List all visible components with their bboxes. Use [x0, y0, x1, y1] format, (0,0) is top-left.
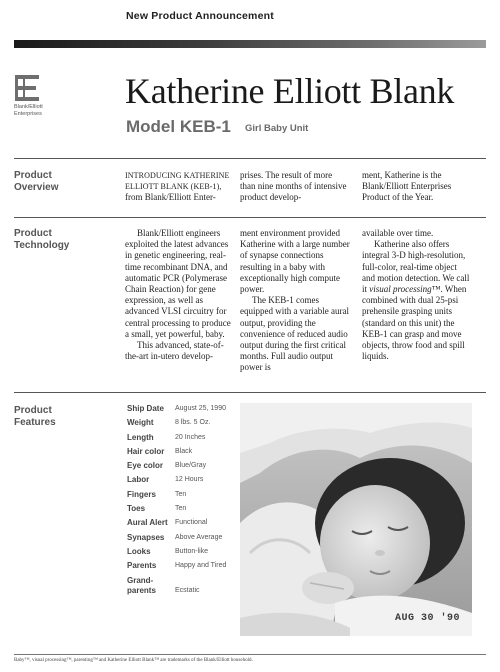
feature-spec-list [127, 402, 247, 596]
section-divider [14, 217, 486, 218]
section-heading-line: Overview [14, 182, 59, 193]
model-name: Model KEB-1 [126, 117, 231, 136]
spec-label: Weight [127, 418, 154, 428]
section-heading-technology [14, 228, 69, 252]
section-heading-line: Technology [14, 240, 70, 251]
technology-paragraph: This advanced, state-of-the-art in-utero develop- [125, 340, 224, 362]
technology-paragraph: available over time. [362, 228, 434, 238]
spec-label: Eye color [127, 461, 164, 471]
spec-row [127, 473, 247, 487]
footer-divider [14, 654, 486, 655]
spec-value: Functional [175, 519, 208, 527]
spec-value: 8 lbs. 5 Oz. [175, 419, 211, 427]
spec-label: Length [127, 432, 154, 442]
spec-row [127, 502, 247, 516]
section-heading-features [14, 405, 56, 429]
spec-label: Looks [127, 546, 151, 556]
section-divider [14, 392, 486, 393]
spec-row [127, 516, 247, 530]
section-heading-line: Features [14, 417, 56, 428]
overview-intro-caps: INTRODUCING KATHERINE ELLIOTT BLANK (KEB-1), [125, 171, 230, 192]
spec-row [127, 416, 247, 430]
technology-column-1 [125, 228, 233, 362]
technology-paragraph: Blank/Elliott engineers exploited the latest advances in genetic engineering, real-time recombinant DNA, and automatic PCR (Polymerase Chain Reaction) for gene expression, as well as advanced VLSI circuitry for central processing to produce a small, yet powerful, baby. [125, 228, 231, 339]
spec-value: Ten [175, 505, 187, 513]
spec-row [127, 402, 247, 416]
model-subtitle: Girl Baby Unit [245, 123, 309, 134]
section-heading-line: Product [14, 228, 52, 239]
overview-text: ment, Katherine is the Blank/Elliott Enterprises Product of the Year. [362, 170, 452, 203]
technology-text: ™. When combined with dual 25-psi prehensile grasping units (standard on this unit) the KEB-1 can grasp and move objects, throw food and spill liquids. [362, 284, 467, 362]
overview-intro-rest: from Blank/Elliott Enter- [125, 192, 216, 203]
spec-row [127, 431, 247, 445]
logo-caption [14, 104, 43, 118]
section-heading-line: Product [14, 170, 52, 181]
technology-paragraph: ment environment provided Katherine with a large number of synapse connections resulting in a baby with exceptionally high compute power. [240, 228, 350, 295]
technology-emphasis: visual processing [369, 284, 432, 295]
spec-label: Ship Date [127, 404, 164, 413]
spec-value: 20 Inches [175, 433, 206, 441]
section-heading-line: Product [14, 405, 52, 416]
spec-label: Parents [127, 561, 157, 571]
page-title: Katherine Elliott Blank [125, 71, 455, 111]
spec-value: August 25, 1990 [175, 405, 226, 412]
spec-value: Black [175, 447, 193, 455]
spec-row [127, 531, 247, 545]
overview-column-2 [240, 170, 348, 204]
overview-text: prises. The result of more than nine months of intensive product develop- [240, 170, 347, 203]
overview-column-1 [125, 170, 233, 204]
technology-paragraph: The KEB-1 comes equipped with a variable aural output, providing the convenience of reduced audio output during the first critical months. Full audio output power is [240, 295, 349, 373]
company-logo [14, 74, 40, 102]
spec-value: Blue/Gray [175, 462, 207, 470]
header-gradient-bar [14, 40, 486, 48]
sleeping-baby-image [240, 403, 472, 636]
spec-label [127, 576, 175, 596]
photo-date-stamp: AUG 30 '90 [394, 613, 460, 624]
trademark-footer: Baby™, visual processing™, parenting™ and Katherine Elliott Blank™ are trademarks of the Blank/Elliott household. [14, 658, 253, 663]
spec-label-line: parents [127, 585, 156, 595]
technology-column-3 [362, 228, 472, 362]
spec-row [127, 488, 247, 502]
logo-caption-line1: Blank/Elliott [14, 104, 43, 110]
spec-label: Aural Alert [127, 518, 168, 528]
baby-photo [240, 403, 472, 636]
spec-label: Fingers [127, 489, 156, 499]
spec-row [127, 545, 247, 559]
technology-text: Katherine also offers integral 3-D high-resolution, full-color, real-time object and motion detection. We call it [362, 239, 470, 295]
spec-value: Ecstatic [175, 586, 200, 594]
spec-value: Happy and Tired [175, 562, 227, 570]
spec-label: Hair color [127, 446, 165, 456]
spec-row [127, 574, 247, 596]
spec-row [127, 459, 247, 473]
spec-value: Above Average [175, 533, 223, 541]
technology-paragraph [362, 239, 472, 362]
spec-value: Ten [175, 490, 187, 498]
section-divider [14, 158, 486, 159]
spec-label: Synapses [127, 532, 165, 542]
spec-row [127, 559, 247, 573]
spec-label: Labor [127, 475, 150, 485]
spec-value: 12 Hours [175, 476, 204, 484]
spec-row [127, 445, 247, 459]
spec-value: Button-like [175, 547, 209, 555]
logo-caption-line2: Enterprises [14, 111, 42, 117]
overview-column-3 [362, 170, 470, 204]
spec-label: Toes [127, 504, 146, 514]
section-heading-overview [14, 170, 58, 194]
technology-column-2 [240, 228, 352, 374]
spec-label-line: Grand- [127, 575, 154, 585]
announcement-heading: New Product Announcement [126, 10, 274, 22]
